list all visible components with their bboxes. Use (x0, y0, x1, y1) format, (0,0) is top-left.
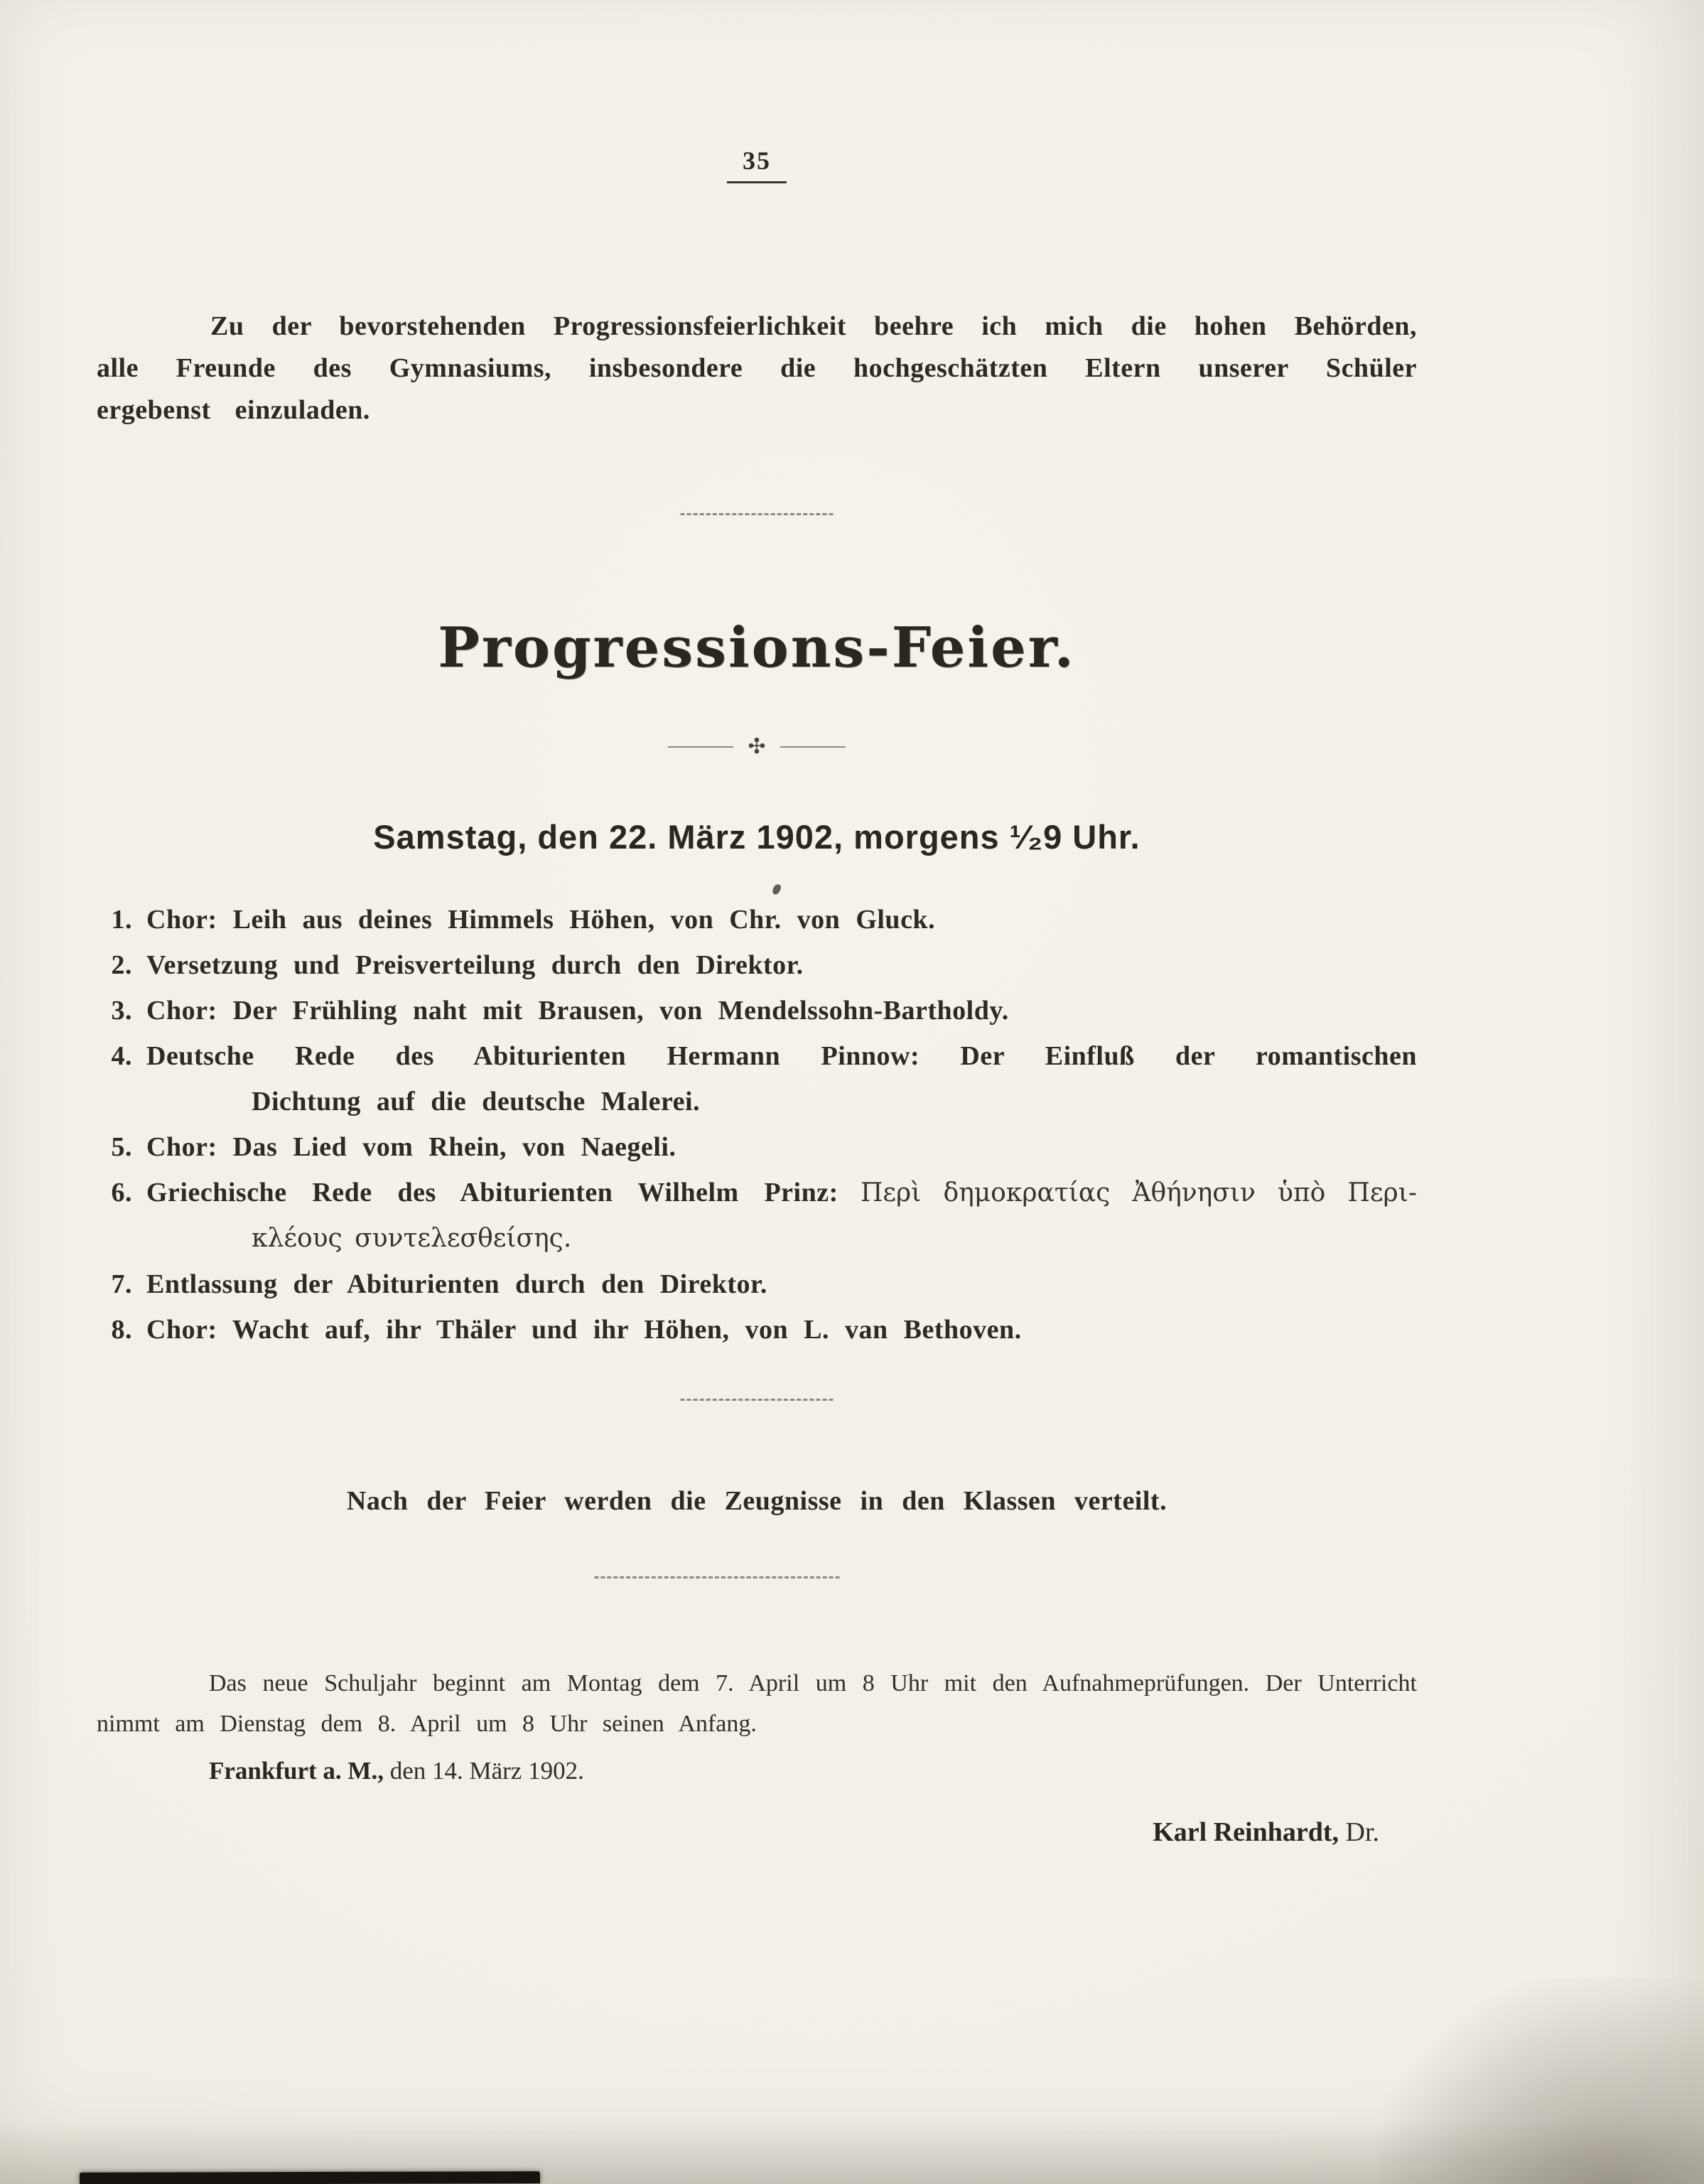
program-item-text (146, 1124, 1417, 1170)
section-divider (681, 1399, 834, 1401)
section-divider (681, 513, 834, 515)
program-item-number: 6. (111, 1178, 132, 1207)
program-item-text (146, 897, 1417, 942)
dateline (209, 1757, 584, 1785)
program-item-text (146, 988, 1417, 1033)
program-item-label: Chor: Das Lied vom Rhein, von Naegeli. (146, 1132, 676, 1162)
program-item-number: 2. (111, 950, 132, 980)
program-item-label: Versetzung und Preisverteilung durch den Direktor. (146, 950, 804, 980)
program-item-number: 8. (111, 1315, 132, 1345)
certificates-notice: Nach der Feier werden die Zeugnisse in den Klassen verteilt. (346, 1486, 1168, 1516)
floral-ornament-icon: ✣ (748, 734, 766, 759)
program-item-text (146, 1170, 1417, 1216)
page-number-value: 35 (727, 146, 787, 183)
program-item-greek-continuation: κλέους συντελεσθείσης. (252, 1224, 572, 1253)
signature-name: Karl Reinhardt, (1153, 1817, 1339, 1847)
ornament-divider (97, 736, 1417, 758)
program-item-greek-text: Περὶ δημοκρατίας Ἀθήνησιν ὑπὸ Περι- (838, 1178, 1417, 1207)
program-item-body (146, 1307, 1417, 1352)
program-item (92, 897, 1417, 942)
program-item-number: 1. (111, 905, 132, 935)
program-item-label: Entlassung der Abiturienten durch den Direktor. (146, 1269, 767, 1299)
program-item-text (146, 1307, 1417, 1352)
program-item (92, 1262, 1417, 1307)
program-item (92, 1033, 1417, 1124)
invitation-paragraph: Zu der bevorstehenden Progressionsfeierlichkeit beehre ich mich die hohen Behörden, alle Freunde des Gymnasiums, insbesondere die hochgeschätzten Eltern unserer Schüler ergebenst einzuladen. (97, 311, 1417, 425)
section-divider (595, 1576, 840, 1578)
program-item-body (146, 1033, 1417, 1124)
program-item-text (146, 942, 1417, 988)
program-item-body (146, 988, 1417, 1033)
program-item-number: 3. (111, 996, 132, 1026)
program-list (92, 897, 1417, 1352)
program-item-label: Chor: Leih aus deines Himmels Höhen, von Chr. von Gluck. (146, 905, 936, 935)
program-item (92, 1307, 1417, 1352)
program-item-text (146, 1033, 1417, 1079)
text-column (97, 0, 1417, 2184)
scan-corner-shadow (1377, 1978, 1704, 2184)
ornament-rule-right (780, 746, 846, 748)
program-item-body (146, 1262, 1417, 1307)
new-schoolyear-note: Das neue Schuljahr beginnt am Montag dem 7. April um 8 Uhr mit den Aufnahmeprüfungen. Der Unterricht nimmt am Dienstag dem 8. April um 8 Uhr seinen Anfang. (97, 1670, 1417, 1737)
document-title: Progressions-Feier. (438, 615, 1076, 680)
dateline-place: Frankfurt a. M., (209, 1757, 384, 1785)
program-item-body (146, 1124, 1417, 1170)
program-item-body (146, 1170, 1417, 1262)
program-item-body (146, 897, 1417, 942)
signature (1153, 1817, 1379, 1848)
program-item-label: Chor: Der Frühling naht mit Brausen, von Mendelssohn-Bartholdy. (146, 996, 1009, 1026)
program-item-label: Deutsche Rede des Abiturienten Hermann Pinnow: Der Einfluß der romantischen (146, 1041, 1417, 1071)
program-item-label: Chor: Wacht auf, ihr Thäler und ihr Höhen, von L. van Bethoven. (146, 1315, 1022, 1345)
program-item (92, 988, 1417, 1033)
program-item (92, 1170, 1417, 1262)
signature-title: Dr. (1339, 1817, 1379, 1847)
ornament-rule-left (668, 746, 733, 748)
dateline-date: den 14. März 1902. (383, 1757, 584, 1785)
program-item-body (146, 942, 1417, 988)
program-item-number: 7. (111, 1269, 132, 1299)
page-number (97, 146, 1417, 183)
program-item (92, 942, 1417, 988)
program-item-continuation: Dichtung auf die deutsche Malerei. (252, 1087, 701, 1117)
program-item-text (146, 1262, 1417, 1307)
scan-edge-artifact (80, 2171, 540, 2184)
event-datetime: Samstag, den 22. März 1902, morgens ¹⁄₂9 Uhr. (373, 818, 1141, 856)
program-item-number: 4. (111, 1041, 132, 1071)
program-item (92, 1124, 1417, 1170)
program-item-number: 5. (111, 1132, 132, 1162)
program-item-label: Griechische Rede des Abiturienten Wilhelm Prinz: (146, 1178, 838, 1207)
